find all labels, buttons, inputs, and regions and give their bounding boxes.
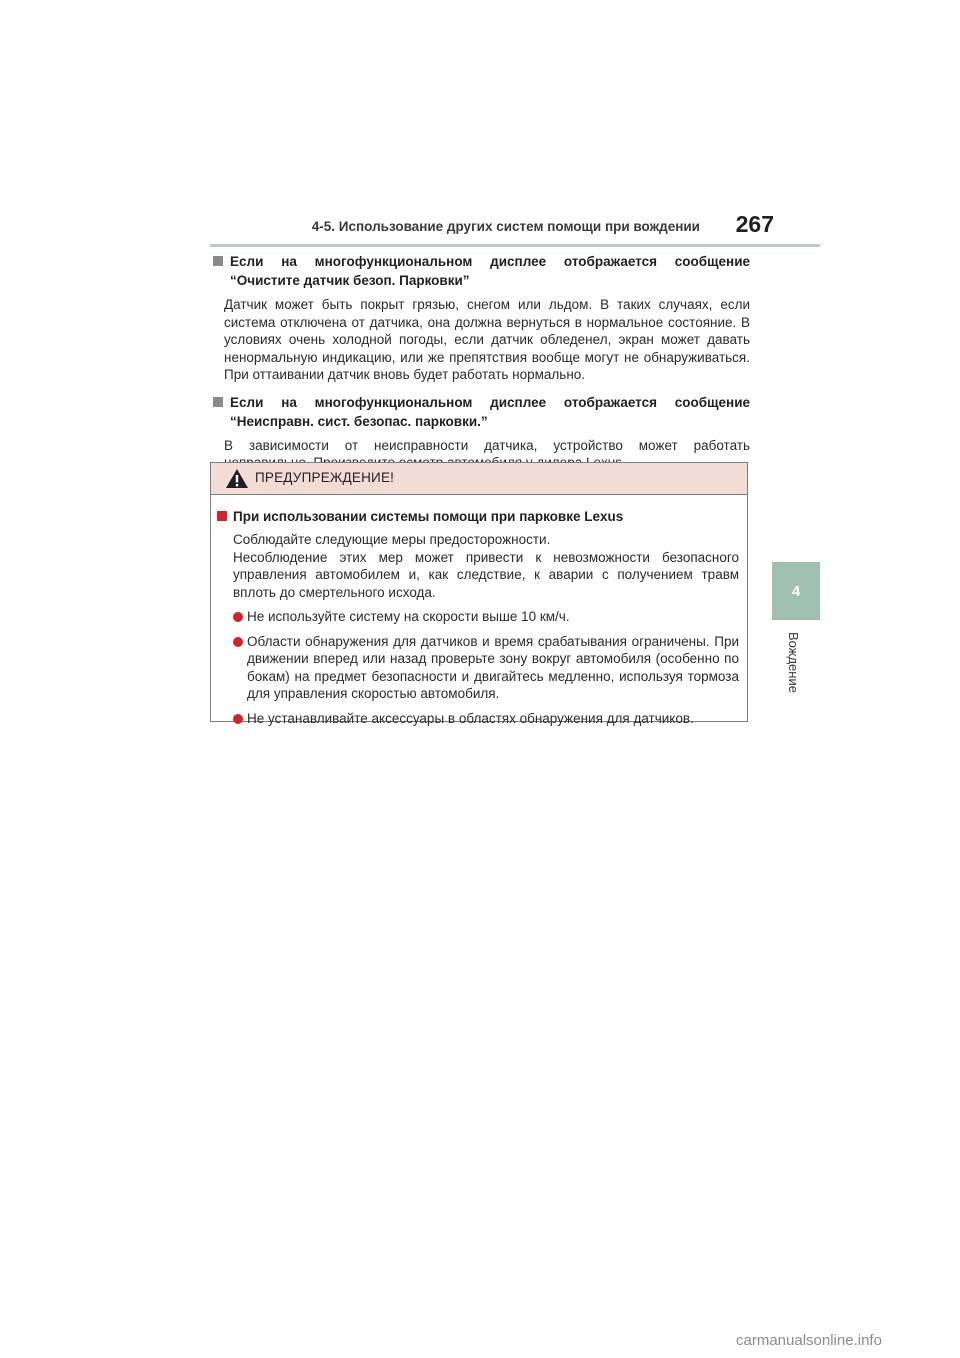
warning-intro-line: Соблюдайте следующие меры предосторожности. [233, 532, 551, 547]
warning-bullet-list [233, 608, 739, 727]
warning-intro-line: Несоблюдение этих мер может привести к невозможности безопасного управления автомобилем и, как следствие, к аварии с получением травм вплоть до смертельного исхода. [233, 549, 739, 600]
warning-heading [217, 507, 739, 526]
header-divider [210, 244, 820, 247]
red-dot-bullet-icon [233, 612, 243, 622]
section-body: В зависимости от неисправности датчика, устройство может работать [224, 437, 750, 453]
warning-intro [233, 531, 739, 601]
header-section-title: 4-5. Использование других систем помощи при вождении [311, 219, 700, 234]
warning-box [210, 462, 748, 726]
watermark: carmanualsonline.info [736, 1332, 882, 1349]
list-item [233, 608, 739, 626]
section-heading [210, 252, 750, 290]
page-number: 267 [735, 211, 774, 237]
warning-heading-text: При использовании системы помощи при парковке Lexus [233, 509, 624, 524]
list-item [233, 710, 739, 728]
section-clean-sensor [210, 252, 750, 384]
square-bullet-icon [213, 256, 223, 266]
section-heading-text: Если на многофункциональном дисплее отображается сообщение “Очистите датчик безоп. Парковки” [230, 254, 750, 288]
list-item-text: Не устанавливайте аксессуары в областях обнаружения для датчиков. [247, 710, 694, 726]
section-body: Датчик может быть покрыт грязью, снегом или льдом. В таких случаях, если система отключена от датчика, она должна вернуться в нормальное состояние. В условиях очень холодной погоды, если датчик обледенел, экран может давать ненормальную индикацию, или же препятствия вообще могут не обнаруживаться. При оттаивании датчик вновь будет работать нормально. [224, 297, 750, 382]
chapter-tab-label: Вождение [786, 632, 801, 693]
list-item [233, 633, 739, 703]
section-heading-text: Если на многофункциональном дисплее отображается сообщение “Неисправн. сист. безопас. парковки.” [230, 394, 750, 429]
red-dot-bullet-icon [233, 637, 243, 647]
red-square-bullet-icon [217, 511, 227, 521]
list-item-text: Не используйте систему на скорости выше 10 км/ч. [247, 609, 570, 624]
red-dot-bullet-icon [233, 714, 243, 724]
square-bullet-icon [213, 397, 223, 407]
warning-content [211, 495, 747, 727]
chapter-tab-number: 4 [772, 562, 820, 620]
main-content [210, 252, 750, 472]
warning-title: ПРЕДУПРЕЖДЕНИЕ! [255, 470, 395, 485]
list-item-text: Области обнаружения для датчиков и время срабатывания ограничены. При движении вперед или назад проверьте зону вокруг автомобиля (особенно по бокам) на предмет безопасности и двигайтесь медленно, используя тормоза для управления скоростью автомобиля. [247, 633, 739, 701]
section-system-malfunction [210, 393, 750, 472]
warning-triangle-icon [225, 468, 249, 489]
section-heading [210, 393, 750, 431]
warning-header [211, 463, 747, 495]
